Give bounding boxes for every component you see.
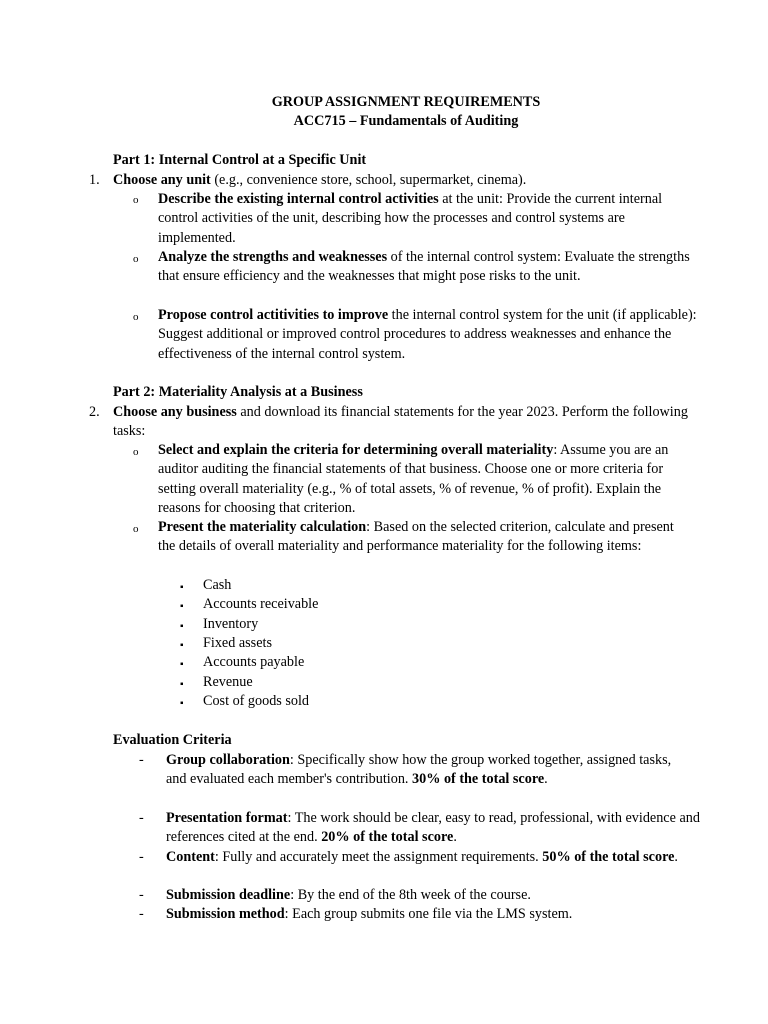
list-item: Cost of goods sold [203,693,310,709]
part2-sub-item-2: Present the materiality calculation: Based on the selected criterion, calculate and present the details of overall materiality and performance materiality for the following items: [158,519,674,555]
bullet-square-icon: ▪ [180,582,184,593]
bullet-circle-icon: o [133,253,139,265]
part2-sub-item-1: Select and explain the criteria for determining overall materiality: Assume you are an auditor auditing the financial statements of that business. Choose one or more criteria for setting overall materiality (e.g., % of total assets, % of revenue, % of profit). Explain the reasons for choosing that criterion. [158,442,669,517]
list-item: Cash [203,577,232,593]
bullet-square-icon: ▪ [180,679,184,690]
list-item: Revenue [203,674,253,690]
bullet-dash-icon: - [139,810,144,826]
criterion-submission-method: Submission method: Each group submits one file via the LMS system. [166,906,573,922]
part2-item [113,403,703,442]
part2-item-text: and download its financial statements for the year 2023. Perform the following tasks: [113,404,688,440]
part2-number: 2. [89,404,100,420]
part1-sub-item-3: Propose control actitivities to improve the internal control system for the unit (if applicable): Suggest additional or improved control procedures to address weaknesses and enhance the effectiveness of the internal control system. [158,307,697,362]
evaluation-heading: Evaluation Criteria [113,732,232,748]
part2-item-bold: Choose any business [113,404,237,420]
bullet-circle-icon: o [133,194,139,206]
part1-number: 1. [89,172,100,188]
part1-item-bold: Choose any unit [113,172,211,188]
part1-heading: Part 1: Internal Control at a Specific Unit [113,152,367,168]
criterion-presentation-format: Presentation format: The work should be clear, easy to read, professional, with evidence and references cited at the end. 20% of the total score. [166,810,700,846]
bullet-circle-icon: o [133,311,139,323]
criterion-group-collaboration: Group collaboration: Specifically show how the group worked together, assigned tasks, and evaluated each member's contribution. 30% of the total score. [166,752,672,788]
bullet-dash-icon: - [139,887,144,903]
list-item: Inventory [203,616,259,632]
part1-sub-item-1: Describe the existing internal control activities at the unit: Provide the current internal control activities of the unit, describing how the processes and control systems are implemented. [158,191,663,246]
bullet-square-icon: ▪ [180,601,184,612]
criterion-content: Content: Fully and accurately meet the assignment requirements. 50% of the total score. [166,849,678,865]
course-title: ACC715 – Fundamentals of Auditing [293,113,519,129]
bullet-square-icon: ▪ [180,698,184,709]
part1-item [113,171,713,190]
bullet-square-icon: ▪ [180,640,184,651]
criterion-submission-deadline: Submission deadline: By the end of the 8th week of the course. [166,887,531,903]
bullet-dash-icon: - [139,849,144,865]
bullet-square-icon: ▪ [180,659,184,670]
bullet-dash-icon: - [139,906,144,922]
part1-item-text: (e.g., convenience store, school, supermarket, cinema). [210,172,527,188]
list-item: Accounts payable [203,654,305,670]
bullet-dash-icon: - [139,752,144,768]
part1-sub-item-2: Analyze the strengths and weaknesses of the internal control system: Evaluate the strengths that ensure efficiency and the weaknesses that might pose risks to the unit. [158,249,690,285]
part2-heading: Part 2: Materiality Analysis at a Business [113,384,363,400]
list-item: Fixed assets [203,635,272,651]
bullet-square-icon: ▪ [180,621,184,632]
bullet-circle-icon: o [133,446,139,458]
list-item: Accounts receivable [203,596,319,612]
document-title: GROUP ASSIGNMENT REQUIREMENTS [271,94,541,110]
bullet-circle-icon: o [133,523,139,535]
